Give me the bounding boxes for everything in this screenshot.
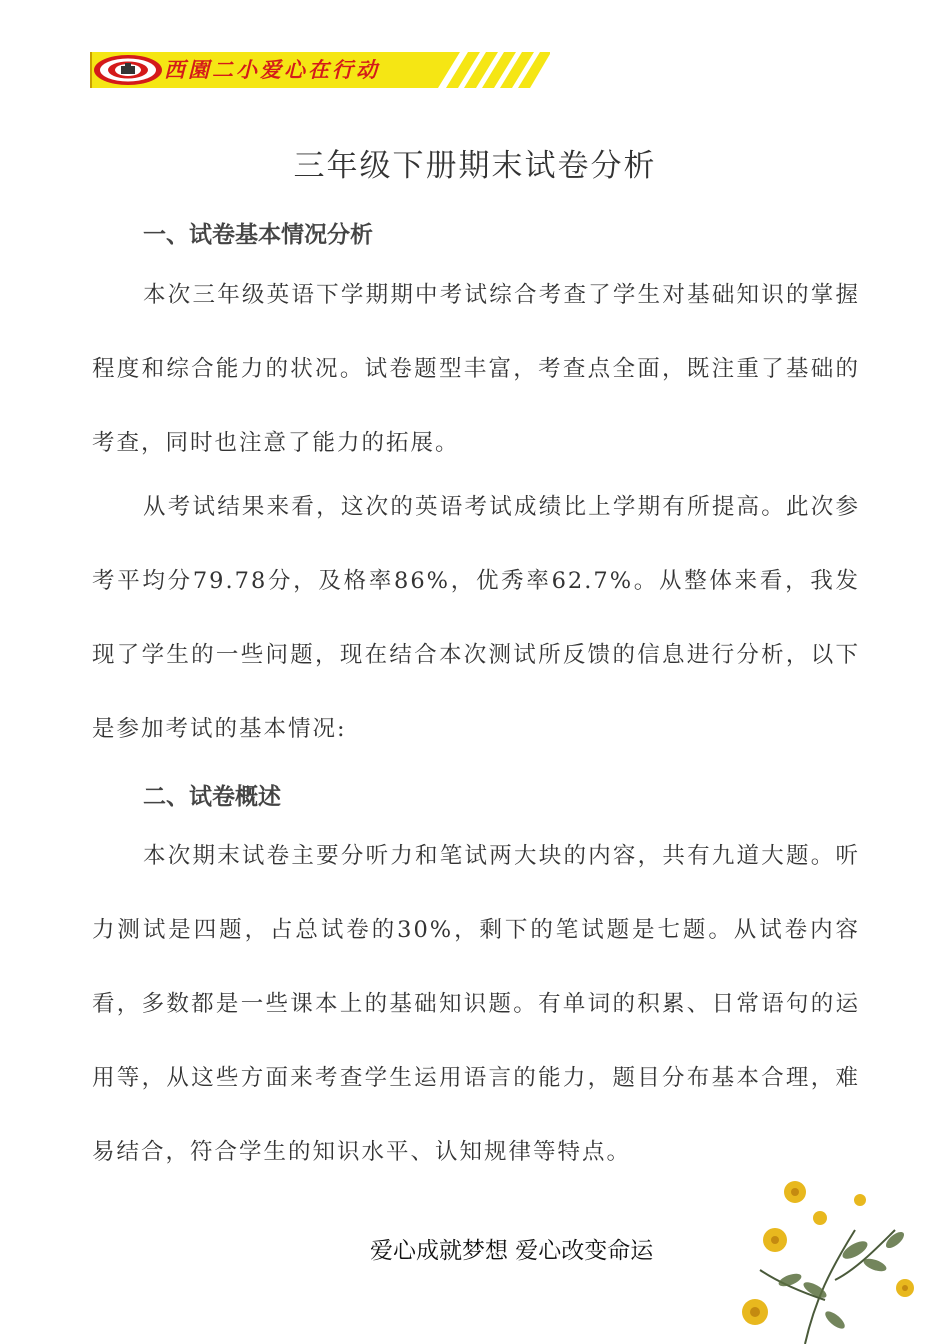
banner-text: 西園二小爱心在行动 (164, 58, 380, 82)
school-logo-icon (94, 55, 162, 85)
chrysanthemum-decoration-icon (735, 1170, 935, 1344)
footer-slogan: 爱心成就梦想 爱心改变命运 (370, 1238, 654, 1264)
section-heading-2: 二、试卷概述 (143, 784, 281, 810)
section-heading-1: 一、试卷基本情况分析 (143, 222, 373, 248)
paragraph-2: 从考试结果来看，这次的英语考试成绩比上学期有所提高。此次参考平均分79.78分，及格率86%，优秀率62.7%。从整体来看，我发现了学生的一些问题，现在结合本次测试所反馈的信息进行分析，以下是参加考试的基本情况: (92, 494, 860, 742)
page-title: 三年级下册期末试卷分析 (293, 148, 657, 184)
paragraph-3: 本次期末试卷主要分听力和笔试两大块的内容，共有九道大题。听力测试是四题，占总试卷的30%，剩下的笔试题是七题。从试卷内容看，多数都是一些课本上的基础知识题。有单词的积累、日常语句的运用等，从这些方面来考查学生运用语言的能力，题目分布基本合理，难易结合，符合学生的知识水平、认知规律等特点。 (92, 843, 860, 1165)
paragraph-1: 本次三年级英语下学期期中考试综合考查了学生对基础知识的掌握程度和综合能力的状况。试卷题型丰富，考查点全面，既注重了基础的考查，同时也注意了能力的拓展。 (92, 282, 860, 456)
header-banner (90, 52, 550, 88)
